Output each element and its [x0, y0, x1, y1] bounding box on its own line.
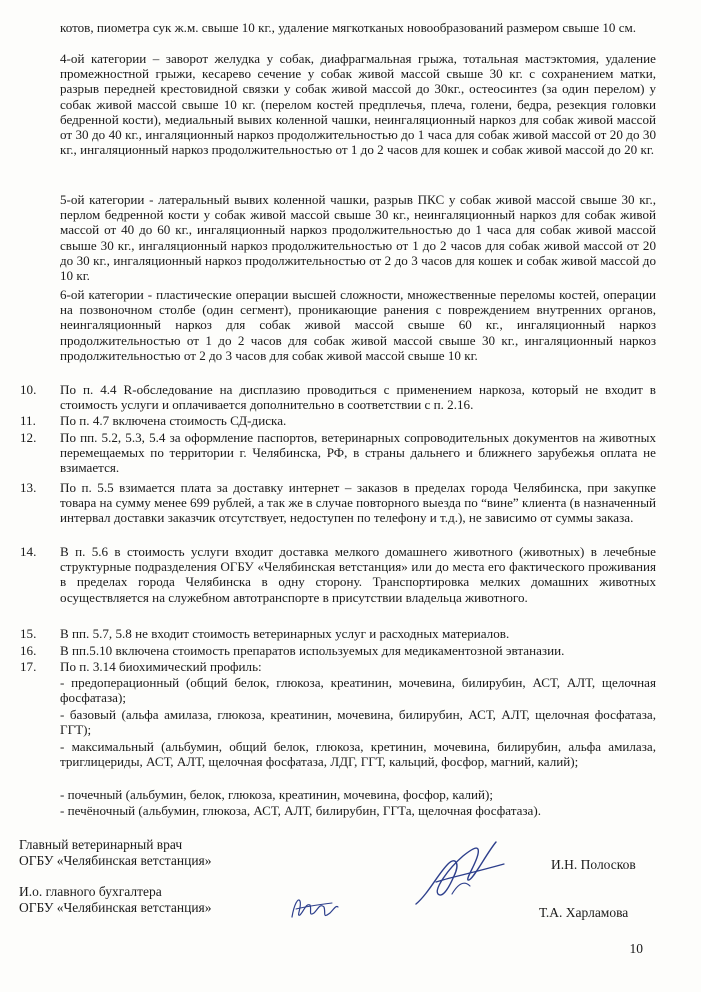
list-item-10: [20, 382, 656, 412]
item-text: В пп.5.10 включена стоимость препаратов используемых для медикаментозной эвтаназии.: [60, 643, 565, 658]
accountant-title-line-2: ОГБУ «Челябинская ветстанция»: [19, 900, 212, 915]
profile-maximal: - максимальный (альбумин, общий белок, глюкоза, кретинин, мочевина, билирубин, альфа амилаза, триглицериды, АСТ, АЛТ, щелочная фосфатаза, ЛДГ, ГГТ, кальций, фосфор, магний, калий);: [60, 739, 656, 770]
vet-title-line-2: ОГБУ «Челябинская ветстанция»: [19, 853, 212, 868]
vet-signature-icon: [408, 834, 518, 914]
item-number: 15.: [20, 626, 37, 641]
page-number: 10: [629, 941, 643, 956]
list-item-13: [20, 480, 656, 526]
list-item-15: [20, 626, 656, 641]
profile-renal: - почечный (альбумин, белок, глюкоза, креатинин, мочевина, фосфор, калий);: [60, 787, 494, 802]
item-text: По п. 5.5 взимается плата за доставку интернет – заказов в пределах города Челябинска, при закупке товара на сумму менее 699 рублей, а так же в случае повторного выезда по “вине” клиента (в назначенный интервал доставки заказчик отсутствует, недоступен по телефону и т.д.), не зависимо от суммы заказа.: [60, 480, 656, 526]
vet-title-line-1: Главный ветеринарный врач: [19, 837, 183, 852]
item-number: 17.: [20, 659, 37, 674]
item-number: 12.: [20, 430, 37, 445]
item-text: В п. 5.6 в стоимость услуги входит доставка мелкого домашнего животного (животных) в лечебные структурные подразделения ОГБУ «Челябинская ветстанция» или до места его фактического проживания в пределах города Челябинска в одну сторону. Транспортировка мелких домашних животных осуществляется на служебном автотранспорте в присутствии владельца животного.: [60, 544, 656, 605]
vet-name: И.Н. Полосков: [551, 857, 636, 872]
item-number: 10.: [20, 382, 37, 397]
item-number: 11.: [20, 413, 36, 428]
list-item-16: [20, 643, 656, 658]
accountant-signature-icon: [286, 891, 342, 925]
item-number: 14.: [20, 544, 37, 559]
paragraph-category-6: 6-ой категории - пластические операции высшей сложности, множественные переломы костей, операции на позвоночном столбе (один сегмент), проникающие ранения с повреждением внутренних органов, неингаляционный наркоз для собак живой массой свыше 60 кг., ингаляционный наркоз продолжительностью от 1 до 2 часов для собак живой массой свыше 30 кг., ингаляционный наркоз продолжительностью от 2 до 3 часов для собак живой массой свыше 10 кг.: [60, 287, 656, 363]
item-text: В пп. 5.7, 5.8 не входит стоимость ветеринарных услуг и расходных материалов.: [60, 626, 510, 641]
paragraph-category-4: 4-ой категории – заворот желудка у собак, диафрагмальная грыжа, тотальная мастэктомия, удаление промежностной грыжи, кесарево сечение у собак живой массой свыше 30 кг. с сохранением матки, разрыв передней крестовидной связки у собак живой массой до 30кг., остеосинтез (за один перелом) у собак живой массой свыше 10 кг. (перелом костей предплечья, плеча, голени, бедра, резекция головки бедренной кости), медиальный вывих коленной чашки, неингаляционный наркоз для собак живой массой от 30 до 40 кг., ингаляционный наркоз продолжительностью до 1 часа для собак живой массой от 20 до 30 кг., ингаляционный наркоз продолжительностью от 1 до 2 часов для кошек и собак живой массой до 20 кг.: [60, 51, 656, 158]
list-item-14: [20, 544, 656, 605]
item-text: По пп. 5.2, 5.3, 5.4 за оформление паспортов, ветеринарных сопроводительных документов на животных перемещаемых по территории г. Челябинска, РФ, в страны дальнего и ближнего зарубежья оплата не взимается.: [60, 430, 656, 476]
item-text: По п. 4.7 включена стоимость СД-диска.: [60, 413, 287, 428]
item-number: 16.: [20, 643, 37, 658]
profile-hepatic: - печёночный (альбумин, глюкоза, АСТ, АЛТ, билирубин, ГГТа, щелочная фосфатаза).: [60, 803, 542, 818]
item-text: По п. 3.14 биохимический профиль:: [60, 659, 262, 674]
accountant-name: Т.А. Харламова: [539, 905, 629, 920]
paragraph-category-5: 5-ой категории - латеральный вывих коленной чашки, разрыв ПКС у собак живой массой свыше 30 кг., перлом бедренной кости у собак живой массой свыше 30 кг., неингаляционный наркоз для собак живой массой от 40 до 60 кг., ингаляционный наркоз продолжительностью до 1 часа для собак живой массой свыше 30 кг., ингаляционный наркоз продолжительностью от 1 до 2 часов для собак живой массой от 20 до 30 кг., ингаляционный наркоз продолжительностью от 2 до 3 часов для кошек и собак живой массой до 10 кг.: [60, 192, 656, 284]
list-item-12: [20, 430, 656, 476]
paragraph-category-3-end: котов, пиометра сук ж.м. свыше 10 кг., удаление мягкотканых новообразований размером свыше 10 см.: [60, 20, 637, 35]
list-item-17: [20, 659, 656, 674]
accountant-title-line-1: И.о. главного бухгалтера: [19, 884, 162, 899]
list-item-11: [20, 413, 656, 428]
item-text: По п. 4.4 R-обследование на дисплазию проводиться с применением наркоза, который не входит в стоимость услуги и оплачивается дополнительно в соответствии с п. 2.16.: [60, 382, 656, 413]
profile-preoperative: - предоперационный (общий белок, глюкоза, креатинин, мочевина, билирубин, АСТ, АЛТ, щелочная фосфатаза);: [60, 675, 656, 706]
profile-basic: - базовый (альфа амилаза, глюкоза, креатинин, мочевина, билирубин, АСТ, АЛТ, щелочная фосфатаза, ГГТ);: [60, 707, 656, 738]
item-number: 13.: [20, 480, 37, 495]
